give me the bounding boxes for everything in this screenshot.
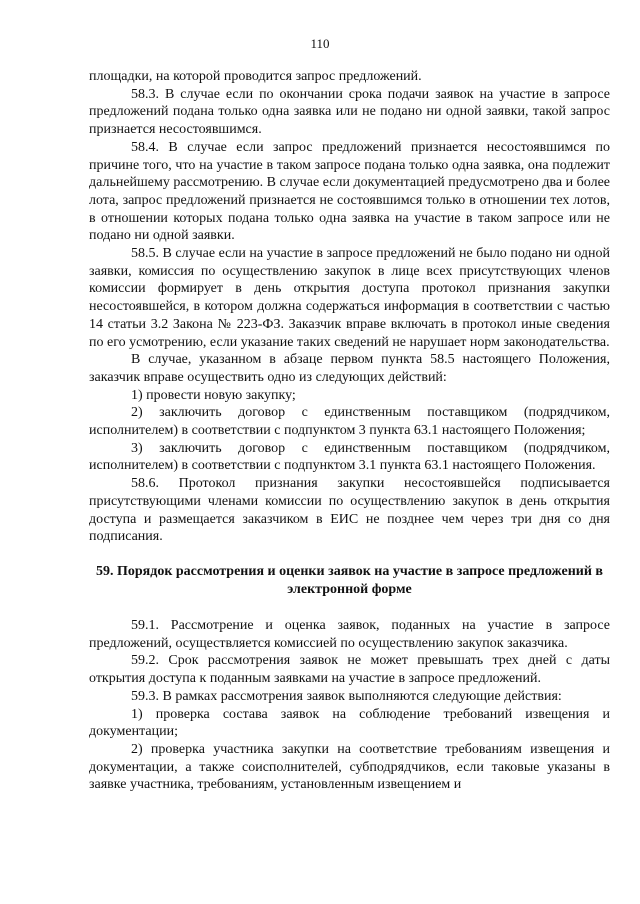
paragraph-59-3: 59.3. В рамках рассмотрения заявок выполняются следующие действия: (131, 688, 562, 704)
list-item-58-5-3: 3) заключить договор с единственным поставщиком (подрядчиком, исполнителем) в соответствии с подпунктом 3.1 пункта 63.1 настоящего Положения. (89, 440, 610, 474)
paragraph-58-5-case: В случае, указанном в абзаце первом пункта 58.5 настоящего Положения, заказчик вправе осуществить одно из следующих действий: (89, 352, 610, 385)
list-item-58-5-2: 2) заключить договор с единственным поставщиком (подрядчиком, исполнителем) в соответствии с подпунктом 3 пункта 63.1 настоящего Положения; (89, 405, 610, 439)
paragraph-59-1: 59.1. Рассмотрение и оценка заявок, поданных на участие в запросе предложений, осуществляется комиссией по осуществлению закупок заказчика. (89, 617, 610, 651)
paragraph-58-5: 58.5. В случае если на участие в запросе предложений не было подано ни одной заявки, комиссия по осуществлению закупок в лице всех присутствующих членов комиссии формирует в день открытия доступа протокол признания закупки несостоявшейся, в котором должна содержаться информация в соответствии с частью 14 статьи 3.2 Закона № 223-ФЗ. Заказчик вправе включать в протокол иные сведения по его усмотрению, если указание таких сведений не нарушает норм законодательства. (89, 246, 610, 350)
section-heading-59: 59. Порядок рассмотрения и оценки заявок на участие в запросе предложений в электронной форме (95, 563, 603, 597)
page-number: 110 (310, 36, 330, 51)
list-item-59-3-1: 1) проверка состава заявок на соблюдение требований извещения и документации; (89, 706, 610, 740)
list-item-59-3-2: 2) проверка участника закупки на соответствие требованиям извещения и документации, а также соисполнителей, субподрядчиков, если таковые указаны в заявке участника, требованиям, установленным извещением и (89, 741, 610, 793)
paragraph-continuation: площадки, на которой проводится запрос предложений. (89, 69, 422, 84)
paragraph-58-4: 58.4. В случае если запрос предложений признается несостоявшимся по причине того, что на участие в таком запросе подана только одна заявка, она подлежит дальнейшему рассмотрению. В случае если документацией предусмотрено два и более лота, запрос предложений признается не состоявшимся только в отношении тех лотов, в отношении которых подана только одна заявка на участие в таком запросе или не подано ни одной заявки. (89, 139, 610, 244)
paragraph-58-6: 58.6. Протокол признания закупки несостоявшейся подписывается присутствующими членами комиссии по осуществлению закупок в день открытия доступа и размещается заказчиком в ЕИС не позднее чем через три дня со дня подписания. (89, 476, 610, 545)
document-body (89, 68, 610, 794)
list-item-58-5-1: 1) провести новую закупку; (131, 387, 296, 403)
paragraph-58-3: 58.3. В случае если по окончании срока подачи заявок на участие в запросе предложений подана только одна заявка или не подано ни одной заявки, такой запрос признается несостоявшимся. (89, 86, 610, 138)
paragraph-59-2: 59.2. Срок рассмотрения заявок не может превышать трех дней с даты открытия доступа к поданным заявками на участие в запросе предложений. (89, 653, 610, 687)
